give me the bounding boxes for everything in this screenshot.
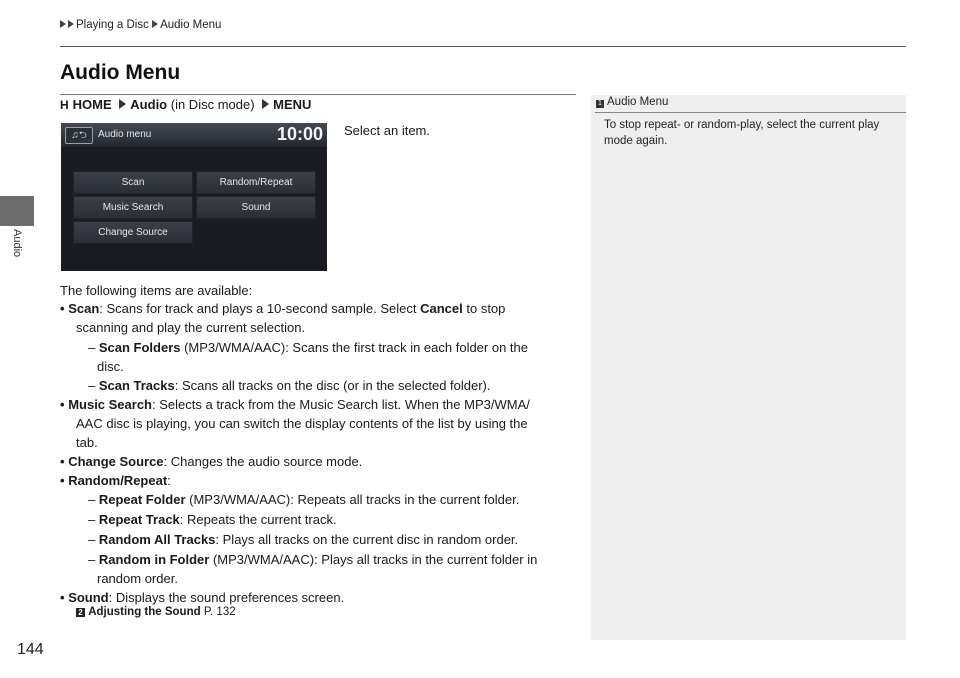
item-text: : (167, 473, 171, 488)
bullet-icon: • (60, 590, 65, 605)
xref-page[interactable]: P. 132 (203, 606, 236, 618)
bullet-icon: • (60, 454, 65, 469)
instruction-text: Select an item. (344, 123, 430, 138)
item-term: Random All Tracks (98, 532, 216, 547)
path-menu: MENU (273, 97, 312, 112)
path-audio: Audio (130, 97, 168, 112)
item-text: scanning and play the current selection. (76, 320, 306, 335)
random-repeat-button[interactable]: Random/Repeat (196, 171, 316, 194)
list-item (60, 471, 171, 491)
music-search-button[interactable]: Music Search (73, 196, 193, 219)
screen-clock: 10:00 (276, 124, 323, 144)
list-item (60, 452, 362, 472)
path-home: HOME (72, 97, 112, 112)
list-item (60, 299, 505, 319)
item-term: Sound (68, 590, 109, 605)
breadcrumb-item[interactable]: Playing a Disc (76, 19, 149, 31)
list-item: – Random in Folder (MP3/WMA/AAC): Plays all tracks in the current folder in (88, 552, 538, 567)
list-item (60, 588, 344, 608)
item-term: Scan Folders (98, 340, 181, 355)
list-item: – Scan Tracks: Scans all tracks on the disc (or in the selected folder). (88, 378, 491, 393)
page-title: Audio Menu (60, 61, 181, 84)
note-panel (591, 95, 906, 640)
change-source-button[interactable]: Change Source (73, 221, 193, 244)
item-text: tab. (76, 435, 98, 450)
note-icon: 1 (596, 100, 604, 108)
triangle-icon (152, 20, 158, 28)
triangle-icon (262, 99, 269, 109)
header-divider (60, 46, 906, 47)
intro-text: The following items are available: (60, 283, 253, 298)
item-text: (MP3/WMA/AAC): Scans the first track in each folder on the (180, 340, 528, 355)
item-text: to stop (462, 301, 506, 316)
triangle-icon (68, 20, 74, 28)
title-divider (60, 94, 576, 95)
list-item: – Random All Tracks: Plays all tracks on the current disc in random order. (88, 532, 519, 547)
note-title (596, 96, 668, 108)
screen-title-bar (61, 123, 327, 147)
item-text: (MP3/WMA/AAC): Repeats all tracks in the current folder. (185, 492, 520, 507)
bullet-icon: • (60, 473, 65, 488)
cross-reference[interactable] (76, 606, 236, 618)
item-text: : Changes the audio source mode. (163, 454, 363, 469)
cancel-term: Cancel (420, 301, 463, 316)
item-term: Repeat Folder (98, 492, 186, 507)
list-item: – Scan Folders (MP3/WMA/AAC): Scans the first track in each folder on the (88, 340, 528, 355)
xref-label[interactable]: Adjusting the Sound (88, 606, 201, 618)
triangle-icon (119, 99, 126, 109)
reference-arrow-icon: 2 (76, 608, 85, 617)
list-item: – Repeat Track: Repeats the current track. (88, 512, 337, 527)
item-text: : Repeats the current track. (179, 512, 337, 527)
bullet-icon: • (60, 397, 65, 412)
item-text: : Scans all tracks on the disc (or in the selected folder). (174, 378, 491, 393)
item-term: Change Source (68, 454, 164, 469)
side-label (7, 229, 27, 289)
breadcrumb (60, 19, 221, 31)
list-item: – Repeat Folder (MP3/WMA/AAC): Repeats all tracks in the current folder. (88, 492, 520, 507)
item-text: AAC disc is playing, you can switch the display contents of the list by using the (76, 416, 528, 431)
page-number: 144 (17, 641, 44, 658)
item-term: Random in Folder (98, 552, 210, 567)
screen-title: Audio menu (98, 129, 152, 140)
item-term: Repeat Track (98, 512, 180, 527)
sound-button[interactable]: Sound (196, 196, 316, 219)
music-back-icon: ♫⮌ (65, 127, 93, 144)
item-term: Scan (68, 301, 100, 316)
item-term: Music Search (68, 397, 153, 412)
note-divider (595, 112, 906, 113)
home-icon: H (60, 98, 69, 112)
bullet-icon: • (60, 301, 65, 316)
item-text: disc. (97, 359, 124, 374)
item-text: (MP3/WMA/AAC): Plays all tracks in the current folder in (209, 552, 538, 567)
audio-menu-screenshot (61, 123, 327, 271)
item-text: : Scans for track and plays a 10-second sample. Select (99, 301, 421, 316)
item-text: : Selects a track from the Music Search list. When the MP3/WMA/ (152, 397, 530, 412)
item-text: : Displays the sound preferences screen. (108, 590, 345, 605)
item-term: Random/Repeat (68, 473, 168, 488)
side-label-text: Audio (11, 229, 23, 258)
side-tab (0, 196, 34, 226)
note-body: To stop repeat- or random-play, select the current play mode again. (604, 119, 880, 147)
path-mode: (in Disc mode) (170, 97, 255, 112)
scan-button[interactable]: Scan (73, 171, 193, 194)
item-term: Scan Tracks (98, 378, 175, 393)
item-text: random order. (97, 571, 178, 586)
item-text: : Plays all tracks on the current disc in random order. (215, 532, 519, 547)
breadcrumb-item[interactable]: Audio Menu (160, 19, 222, 31)
list-item (60, 395, 530, 415)
triangle-icon (60, 20, 66, 28)
navigation-path (60, 97, 311, 112)
note-title-text: Audio Menu (607, 96, 669, 108)
